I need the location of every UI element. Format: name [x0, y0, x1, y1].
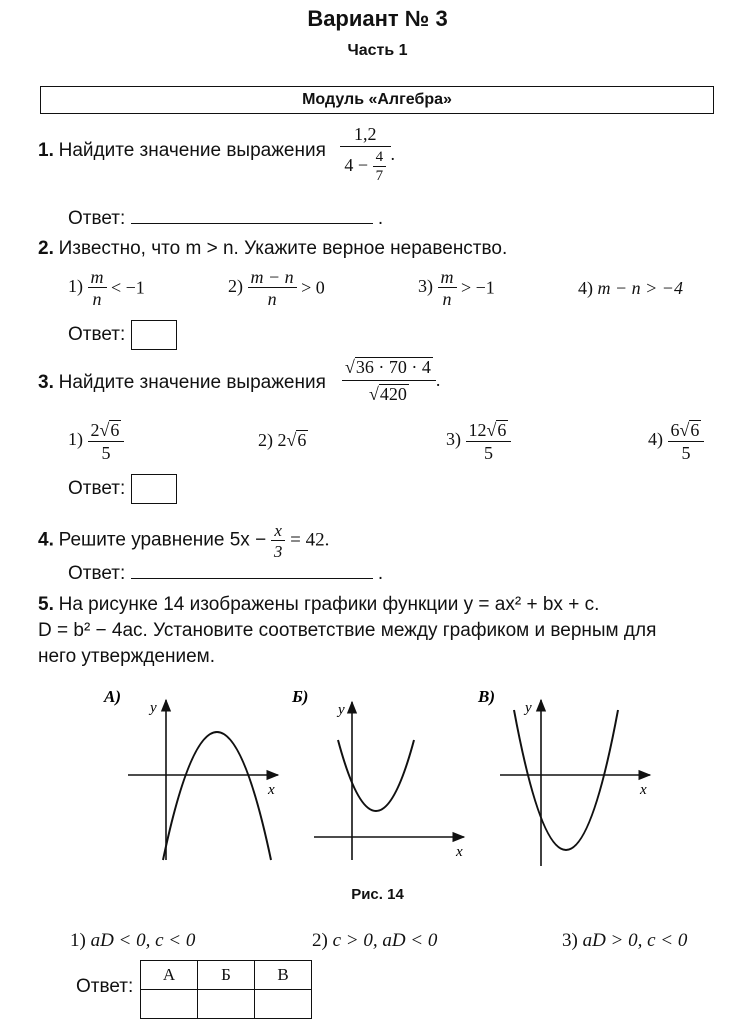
q2-option-4[interactable]: [578, 278, 683, 299]
graph-b-y-label: y: [338, 702, 345, 718]
q3-option-3[interactable]: 3) $\frac{12√6}{5}$: [446, 420, 511, 462]
q2-option-1[interactable]: [68, 268, 145, 308]
statement-1: [70, 930, 195, 952]
statement-number: 2): [312, 930, 328, 951]
option-number: 2): [258, 430, 273, 450]
q3-denominator: 420: [379, 383, 407, 404]
graph-a-label: А): [104, 687, 121, 706]
question-5: [38, 594, 718, 616]
question-text: Найдите значение выражения: [58, 140, 326, 161]
option-number: 4): [578, 278, 593, 298]
q2-answer-row: [68, 320, 177, 350]
question-number: 3.: [38, 372, 54, 393]
statement-number: 3): [562, 930, 578, 951]
option-number: 4): [648, 429, 663, 450]
graph-b-label: Б): [292, 687, 309, 706]
option-rad: 6: [690, 420, 700, 440]
option-rad: 6: [110, 420, 120, 440]
question-number: 4.: [38, 529, 54, 551]
q1-answer-row: Ответ: .: [68, 208, 384, 229]
q1-den-int: 4 −: [344, 155, 369, 176]
q4-frac-den: 3: [273, 542, 283, 561]
table-cell-c[interactable]: [255, 990, 312, 1019]
q5-answer-table: [140, 960, 312, 1019]
option-number: 3): [446, 429, 461, 450]
question-line-2: D = b² − 4ac. Установите соответствие между графиком и верным для: [38, 620, 657, 641]
graph-b-x-label: x: [456, 844, 463, 860]
option-den: 5: [681, 442, 691, 463]
statement-number: 1): [70, 930, 86, 951]
option-expr: m − n > −4: [597, 278, 683, 298]
question-4: [38, 522, 329, 560]
figure-caption: Рис. 14: [351, 886, 404, 903]
q4-answer-row: Ответ: .: [68, 563, 384, 584]
option-den: 5: [483, 442, 493, 463]
q3-option-4[interactable]: 4) $\frac{6√6}{5}$: [648, 420, 704, 462]
answer-label: Ответ:: [68, 324, 126, 346]
module-title: Модуль «Алгебра»: [302, 91, 452, 108]
option-den: n: [92, 289, 102, 309]
answer-label: Ответ:: [68, 563, 126, 584]
graph-a-curve: [163, 732, 271, 860]
question-2: [38, 238, 507, 260]
table-cell-a[interactable]: [141, 990, 198, 1019]
statement-text: aD < 0, c < 0: [90, 930, 196, 951]
statement-text: aD > 0, c < 0: [582, 930, 688, 951]
option-coef: 2: [90, 420, 100, 440]
statement-2: [312, 930, 437, 952]
answer-label: Ответ:: [68, 208, 126, 229]
q2-option-3[interactable]: [418, 268, 495, 308]
table-header-b: Б: [198, 961, 255, 990]
q4-rest: = 42.: [290, 529, 330, 551]
option-num: m: [88, 268, 107, 288]
q2-option-2[interactable]: [228, 268, 325, 308]
question-text: Найдите значение выражения: [58, 372, 326, 393]
option-rest: > 0: [301, 277, 325, 298]
option-num: m: [438, 268, 457, 288]
option-coef: 6: [670, 420, 680, 440]
q2-answer-box[interactable]: [131, 320, 177, 350]
option-den: n: [442, 289, 452, 309]
option-num: m − n: [248, 268, 297, 288]
q1-den-den: 7: [375, 168, 384, 184]
q3-answer-row: [68, 474, 177, 504]
q3-answer-box[interactable]: [131, 474, 177, 504]
question-text: Известно, что m > n. Укажите верное неравенство.: [58, 238, 508, 259]
q4-answer-field[interactable]: [131, 562, 373, 579]
module-header: [40, 86, 714, 114]
question-line-3: него утверждением.: [38, 646, 216, 667]
option-number: 3): [418, 276, 433, 297]
q1-den-num: 4: [373, 150, 387, 167]
question-text: Решите уравнение 5x −: [58, 529, 267, 551]
question-number: 1.: [38, 140, 54, 161]
option-coef: 2: [277, 430, 287, 450]
option-coef: 12: [468, 420, 487, 440]
graph-c-x-label: x: [640, 782, 647, 798]
question-number: 2.: [38, 238, 54, 259]
graph-c-y-label: y: [525, 700, 532, 716]
page-title: Вариант № 3: [307, 6, 448, 31]
statement-text: c > 0, aD < 0: [332, 930, 438, 951]
option-number: 2): [228, 276, 243, 297]
q4-frac-num: x: [271, 522, 285, 541]
q3-numerator: 36 · 70 · 4: [355, 357, 431, 377]
table-cell-b[interactable]: [198, 990, 255, 1019]
question-line-1: На рисунке 14 изображены графики функции y = ax² + bx + c.: [58, 594, 600, 615]
graph-a-x-label: x: [268, 782, 275, 798]
part-label: Часть 1: [347, 42, 408, 59]
option-den: 5: [101, 442, 111, 463]
q1-expression: 1,2 4 − $\frac{4}{7}$ .: [340, 125, 395, 184]
option-den: n: [267, 289, 277, 309]
option-number: 1): [68, 276, 83, 297]
table-header-a: А: [141, 961, 198, 990]
option-rest: < −1: [111, 277, 145, 298]
question-number: 5.: [38, 594, 54, 615]
option-rest: > −1: [461, 277, 495, 298]
graph-c-label: В): [478, 687, 495, 706]
q5-answer-label: Ответ:: [76, 976, 134, 997]
question-1: [38, 140, 326, 162]
graph-c-curve: [514, 710, 618, 850]
question-3: [38, 372, 326, 394]
option-rad: 6: [297, 430, 307, 450]
option-number: 1): [68, 429, 83, 450]
q1-numerator: 1,2: [340, 125, 391, 147]
q3-expression: $\frac{√36 \cdot 70 \cdot 4}{√420}$ .: [342, 357, 440, 404]
table-header-c: В: [255, 961, 312, 990]
statement-3: [562, 930, 687, 952]
q3-option-1[interactable]: 1) $\frac{2√6}{5}$: [68, 420, 124, 462]
q1-answer-field[interactable]: [131, 207, 373, 224]
graphs-figure: [0, 670, 755, 885]
answer-label: Ответ:: [68, 478, 126, 500]
option-rad: 6: [497, 420, 507, 440]
q3-option-2[interactable]: 2) 2√6: [258, 430, 307, 450]
graph-a-y-label: y: [150, 700, 157, 716]
graph-b-curve: [338, 740, 414, 811]
